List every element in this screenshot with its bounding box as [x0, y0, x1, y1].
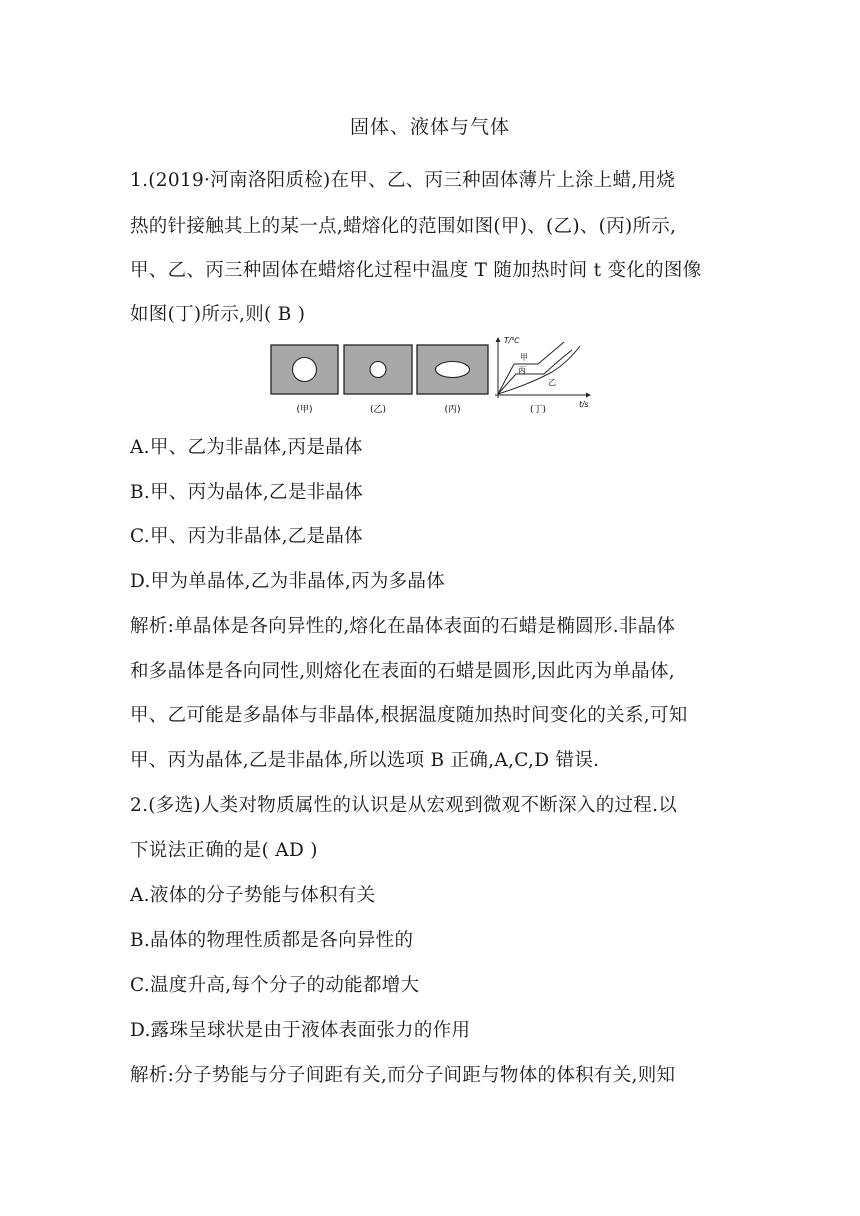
curve-bing [498, 350, 572, 394]
q1-option-b: B.甲、丙为晶体,乙是非晶体 [130, 482, 364, 503]
panel-yi [344, 345, 412, 415]
curve-label-bing: 丙 [518, 366, 526, 375]
y-axis-label: T/℃ [504, 336, 520, 345]
q1-option-a: A.甲、乙为非晶体,丙是晶体 [130, 437, 363, 458]
q2-analysis-line-1: 解析:分子势能与分子间距有关,而分子间距与物体的体积有关,则知 [130, 1065, 676, 1086]
panel-jia [271, 345, 338, 415]
q1-stem-line-2: 热的针接触其上的某一点,蜡熔化的范围如图(甲)、(乙)、(丙)所示, [130, 216, 677, 237]
q1-stem-line-3: 甲、乙、丙三种固体在蜡熔化过程中温度 T 随加热时间 t 变化的图像 [130, 260, 702, 281]
curve-label-yi: 乙 [548, 378, 556, 387]
curve-label-jia: 甲 [520, 353, 528, 362]
label-jia: (甲) [296, 405, 313, 415]
q1-analysis-line-1: 解析:单晶体是各向异性的,熔化在晶体表面的石蜡是椭圆形.非晶体 [130, 616, 676, 637]
q1-stem-line-1: 1.(2019·河南洛阳质检)在甲、乙、丙三种固体薄片上涂上蜡,用烧 [130, 170, 676, 191]
melt-ellipse [436, 362, 470, 378]
q1-option-d: D.甲为单晶体,乙为非晶体,丙为多晶体 [130, 571, 446, 592]
q1-analysis-line-3: 甲、乙可能是多晶体与非晶体,根据温度随加热时间变化的关系,可知 [130, 705, 688, 726]
melt-circle-large [293, 358, 317, 382]
melt-circle-small [370, 362, 386, 378]
q2-option-d: D.露珠呈球状是由于液体表面张力的作用 [130, 1020, 471, 1041]
label-ding: (丁) [529, 405, 547, 415]
label-bing: (丙) [444, 405, 461, 415]
page-title: 固体、液体与气体 [349, 116, 510, 138]
label-yi: (乙) [369, 405, 387, 415]
q2-stem-line-2: 下说法正确的是( AD ) [130, 840, 318, 861]
q2-option-a: A.液体的分子势能与体积有关 [130, 885, 376, 906]
q1-figure [268, 336, 598, 418]
q1-analysis-line-4: 甲、丙为晶体,乙是非晶体,所以选项 B 正确,A,C,D 错误. [130, 750, 600, 771]
q1-option-c: C.甲、丙为非晶体,乙是晶体 [130, 526, 363, 547]
q1-stem-line-4: 如图(丁)所示,则( B ) [130, 304, 306, 325]
panel-ding-graph [495, 336, 591, 415]
q2-option-b: B.晶体的物理性质都是各向异性的 [130, 930, 414, 951]
q2-option-c: C.温度升高,每个分子的动能都增大 [130, 975, 420, 996]
panel-bing [417, 345, 488, 415]
q2-stem-line-1: 2.(多选)人类对物质属性的认识是从宏观到微观不断深入的过程.以 [130, 795, 678, 816]
x-axis-label: t/s [579, 400, 589, 409]
q1-analysis-line-2: 和多晶体是各向同性,则熔化在表面的石蜡是圆形,因此丙为单晶体, [130, 661, 675, 682]
